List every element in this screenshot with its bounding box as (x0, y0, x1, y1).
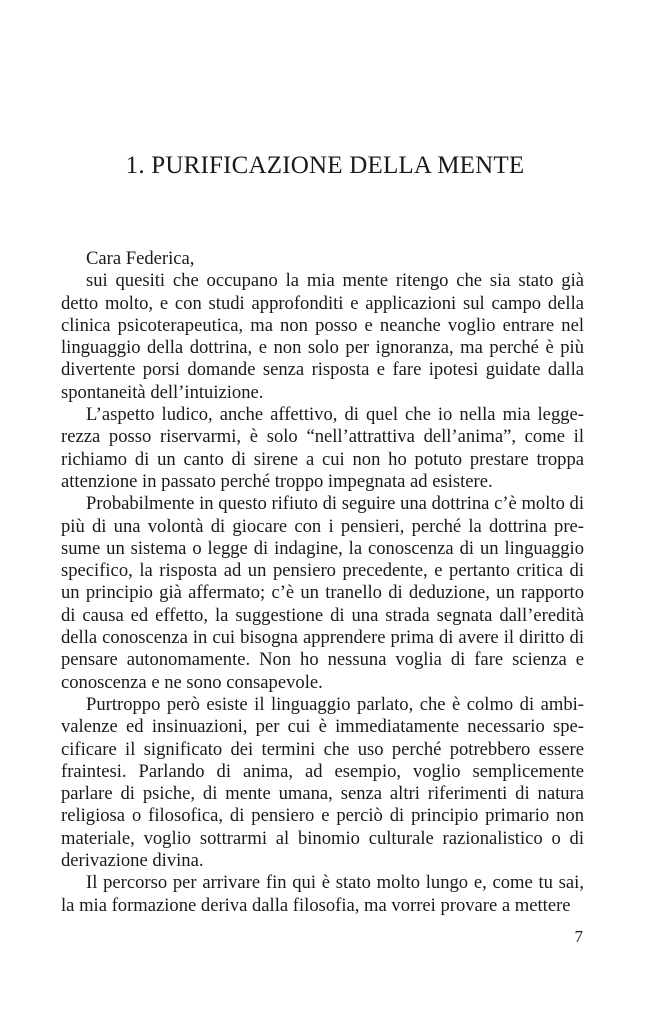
paragraph: L’aspetto ludico, anche affettivo, di quel che io nella mia leggerezza posso riservarmi, è solo “nell’attrattiva dell’anima”, come il richiamo di un canto di sirene a cui non ho potuto prestare troppa attenzione in passato perché troppo impegnata ad esistere. (61, 404, 584, 492)
salutation: Cara Federica, (86, 248, 195, 269)
chapter-title: 1. PURIFICAZIONE DELLA MENTE (125, 152, 525, 179)
paragraph: sui quesiti che occupano la mia mente ritengo che sia stato già detto molto, e con studi approfonditi e applicazioni sul campo della clinica psicoterapeutica, ma non posso e neanche voglio entrare nel linguaggio della dottrina, e non solo per ignoranza, ma perché è più divertente porsi domande senza risposta e fare ipotesi guidate dalla spontaneità dell’intuizione. (61, 270, 584, 403)
body-text (61, 248, 584, 917)
paragraph: Probabilmente in questo rifiuto di seguire una dottrina c’è molto di più di una volontà di giocare con i pensieri, perché la dottrina presume un sistema o legge di indagine, la conoscenza di un linguaggio specifico, la risposta ad un pensiero precedente, e pertanto critica di un principio già affermato; c’è un tranello di deduzione, un rapporto di causa ed effetto, la suggestione di una strada segnata dall’eredità della conoscenza in cui bisogna apprendere prima di avere il diritto di pensare autonomamente. Non ho nessuna voglia di fare scienza e conoscenza e ne sono consapevole. (61, 493, 584, 693)
paragraph: Il percorso per arrivare fin qui è stato molto lungo e, come tu sai, la mia formazione deriva dalla filosofia, ma vorrei provare a mettere (61, 872, 584, 916)
paragraph: Purtroppo però esiste il linguaggio parlato, che è colmo di ambivalenze ed insinuazioni, per cui è immediatamente necessario specificare il significato dei termini che uso perché potrebbero essere fraintesi. Parlando di anima, ad esempio, voglio semplicemente parlare di psiche, di mente umana, senza altri riferimenti di natura religiosa o filosofica, di pensiero e perciò di principio primario non materiale, voglio sottrarmi al binomio culturale razionalistico o di derivazione divina. (61, 693, 584, 872)
page-number: 7 (574, 927, 583, 946)
